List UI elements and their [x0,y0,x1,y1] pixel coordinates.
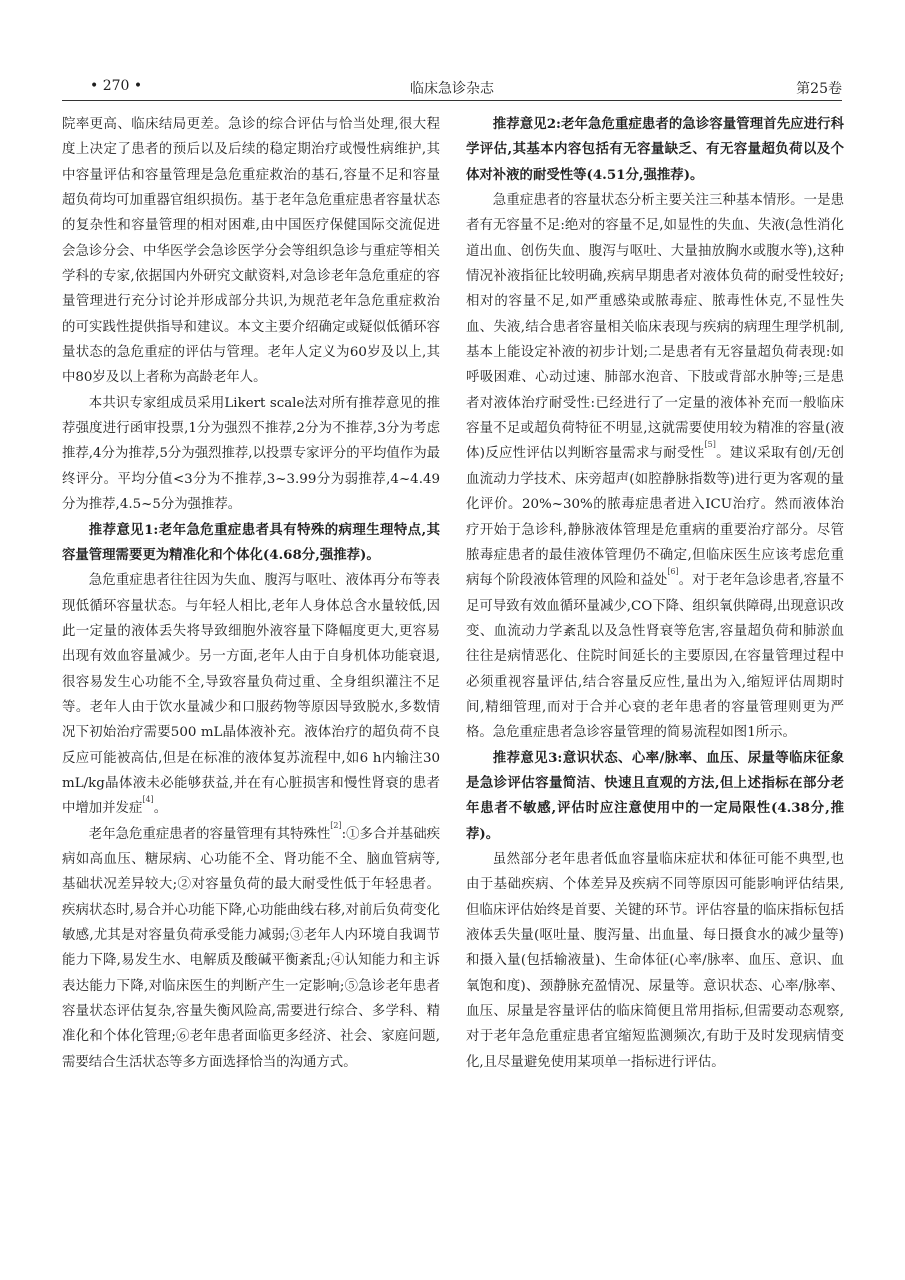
paragraph-rec2-a-mid: 。建议采取有创/无创血流动力学技术、床旁超声(如腔静脉指数等)进行更为客观的量化评价。20%~30%的脓毒症患者进入ICU治疗。然而液体治疗开始于急诊科,静脉液体管理是危重病的重要治疗部分。尽管脓毒症患者的最佳液体管理仍不确定,但临床医生应该考虑危重病每个阶段液体管理的风险和益处 [466,446,844,589]
recommendation-2: 推荐意见2:老年急危重症患者的急诊容量管理首先应进行科学评估,其基本内容包括有无容量缺乏、有无容量超负荷以及个体对补液的耐受性等(4.51分,强推荐)。 [466,116,844,183]
citation-5: [5] [704,440,716,450]
journal-title: 临床急诊杂志 [410,81,494,97]
paragraph-rec1-a-text: 急危重症患者往往因为失血、腹泻与呕吐、液体再分布等表现低循环容量状态。与年轻人相比,老年人身体总含水量较低,因此一定量的液体丢失将导致细胞外液容量下降幅度更大,更容易出现有效血容量减少。另一方面,老年人由于自身机体功能衰退,很容易发生心功能不全,导致容量负荷过重、全身组织灌注不足等。老年人由于饮水量减少和口服药物等原因导致脱水,多数情况下初始治疗需要500 mL晶体液补充。液体治疗的超负荷不良反应可能被高估,但是在标准的液体复苏流程中,如6 h内输注30 mL/kg晶体液未必能够获益,并在有心脏损害和慢性肾衰的患者中增加并发症 [62,573,440,817]
recommendation-3: 推荐意见3:意识状态、心率/脉率、血压、尿量等临床征象是急诊评估容量简洁、快速且直观的方法,但上述指标在部分老年患者不敏感,评估时应注意使用中的一定局限性(4.38分,推荐)。 [466,749,844,842]
volume-label: 第25卷 [796,81,842,97]
paragraph-rec2-a-text: 急重症患者的容量状态分析主要关注三种基本情形。一是患者有无容量不足:绝对的容量不足,如显性的失血、失液(急性消化道出血、创伤失血、腹泻与呕吐、大量抽放胸水或腹水等),这种情况补液指征比较明确,疾病早期患者对液体负荷的耐受性较好;相对的容量不足,如严重感染或脓毒症、脓毒性休克,不显性失血、失液,结合患者容量相关临床表现与疾病的病理生理学机制,基本上能设定补液的初步计划;二是患者有无容量超负荷表现:如呼吸困难、心动过速、肺部水泡音、下肢或背部水肿等;三是患者对液体治疗耐受性:已经进行了一定量的液体补充而一般临床容量不足或超负荷特征不明显,这就需要使用较为精准的容量(液体)反应性评估以判断容量需求与耐受性 [466,193,844,462]
citation-2: [2] [330,820,342,830]
left-column [62,112,440,1075]
paragraph-rec3-a: 虽然部分老年患者低血容量临床症状和体征可能不典型,也由于基础疾病、个体差异及疾病不同等原因可能影响评估结果,但临床评估始终是首要、关键的环节。评估容量的临床指标包括液体丢失量(呕吐量、腹泻量、出血量、每日摄食水的减少量等)和摄入量(包括输液量)、生命体征(心率/脉率、血压、意识、血氧饱和度)、颈静脉充盈情况、尿量等。意识状态、心率/脉率、血压、尿量是容量评估的临床简便且常用指标,但需要动态观察,对于老年急危重症患者宜缩短监测频次,有助于及时发现病情变化,且尽量避免使用某项单一指标进行评估。 [466,851,844,1070]
paragraph-rec1-b-start: 老年急危重症患者的容量管理有其特殊性 [88,826,331,842]
recommendation-1: 推荐意见1:老年急危重症患者具有特殊的病理生理特点,其容量管理需要更为精准化和个体化(4.68分,强推荐)。 [62,521,440,563]
paragraph-rec1-b [62,822,440,1075]
paragraph-rec1-a [62,568,440,821]
paragraph-rec1-b-text: :①多合并基础疾病如高血压、糖尿病、心功能不全、肾功能不全、脑血管病等,基础状况差异较大;②对容量负荷的最大耐受性低于年轻患者。疾病状态时,易合并心功能下降,心功能曲线右移,对前后负荷变化敏感,尤其是对容量负荷承受能力减弱;③老年人内环境自我调节能力下降,易发生水、电解质及酸碱平衡紊乱;④认知能力和主诉表达能力下降,对临床医生的判断产生一定影响;⑤急诊老年患者容量状态评估复杂,容量失衡风险高,需要进行综合、多学科、精准化和个体化管理;⑥老年患者面临更多经济、社会、家庭问题,需要结合生活状态等多方面选择恰当的沟通方式。 [62,826,441,1070]
paragraph-continued: 院率更高、临床结局更差。急诊的综合评估与恰当处理,很大程度上决定了患者的预后以及后续的稳定期治疗或慢性病维护,其中容量评估和容量管理是急危重症救治的基石,容量不足和容量超负荷均可加重器官组织损伤。基于老年急危重症患者容量状态的复杂性和容量管理的相对困难,由中国医疗保健国际交流促进会急诊分会、中华医学会急诊医学分会等组织急诊与重症等相关学科的专家,依据国内外研究文献资料,对急诊老年急危重症的容量管理进行充分讨论并形成部分共识,为规范老年急危重症救治的可实践性提供指导和建议。本文主要介绍确定或疑似低循环容量状态的急危重症的评估与管理。老年人定义为60岁及以上,其中80岁及以上者称为高龄老年人。 [62,117,440,386]
citation-6: [6] [667,567,679,577]
paragraph-rec1-a-end: 。 [153,801,168,817]
citation-4: [4] [142,795,154,805]
right-column [466,112,844,1075]
paragraph-rec2-a-end: 。对于老年急诊患者,容量不足可导致有效血循环量减少,CO下降、组织氧供障碍,出现意识改变、血流动力学紊乱以及急性肾衰等危害,容量超负荷和肺淤血往往是病情恶化、住院时间延长的主要原因,在容量管理过程中必须重视容量评估,结合容量反应性,量出为入,缩短评估周期时间,精细管理,而对于合并心衰的老年患者的容量管理则更为严格。急危重症患者急诊容量管理的简易流程如图1所示。 [466,573,844,741]
paragraph-likert: 本共识专家组成员采用Likert scale法对所有推荐意见的推荐强度进行函审投票,1分为强烈不推荐,2分为不推荐,3分为考虑推荐,4分为推荐,5分为强烈推荐,以投票专家评分的平均值作为最终评分。平均分值<3分为不推荐,3~3.99分为弱推荐,4~4.49分为推荐,4.5~5分为强推荐。 [62,395,440,513]
page-number: • 270 • [90,78,143,94]
paragraph-rec2-a [466,188,844,746]
page-header [62,74,842,101]
